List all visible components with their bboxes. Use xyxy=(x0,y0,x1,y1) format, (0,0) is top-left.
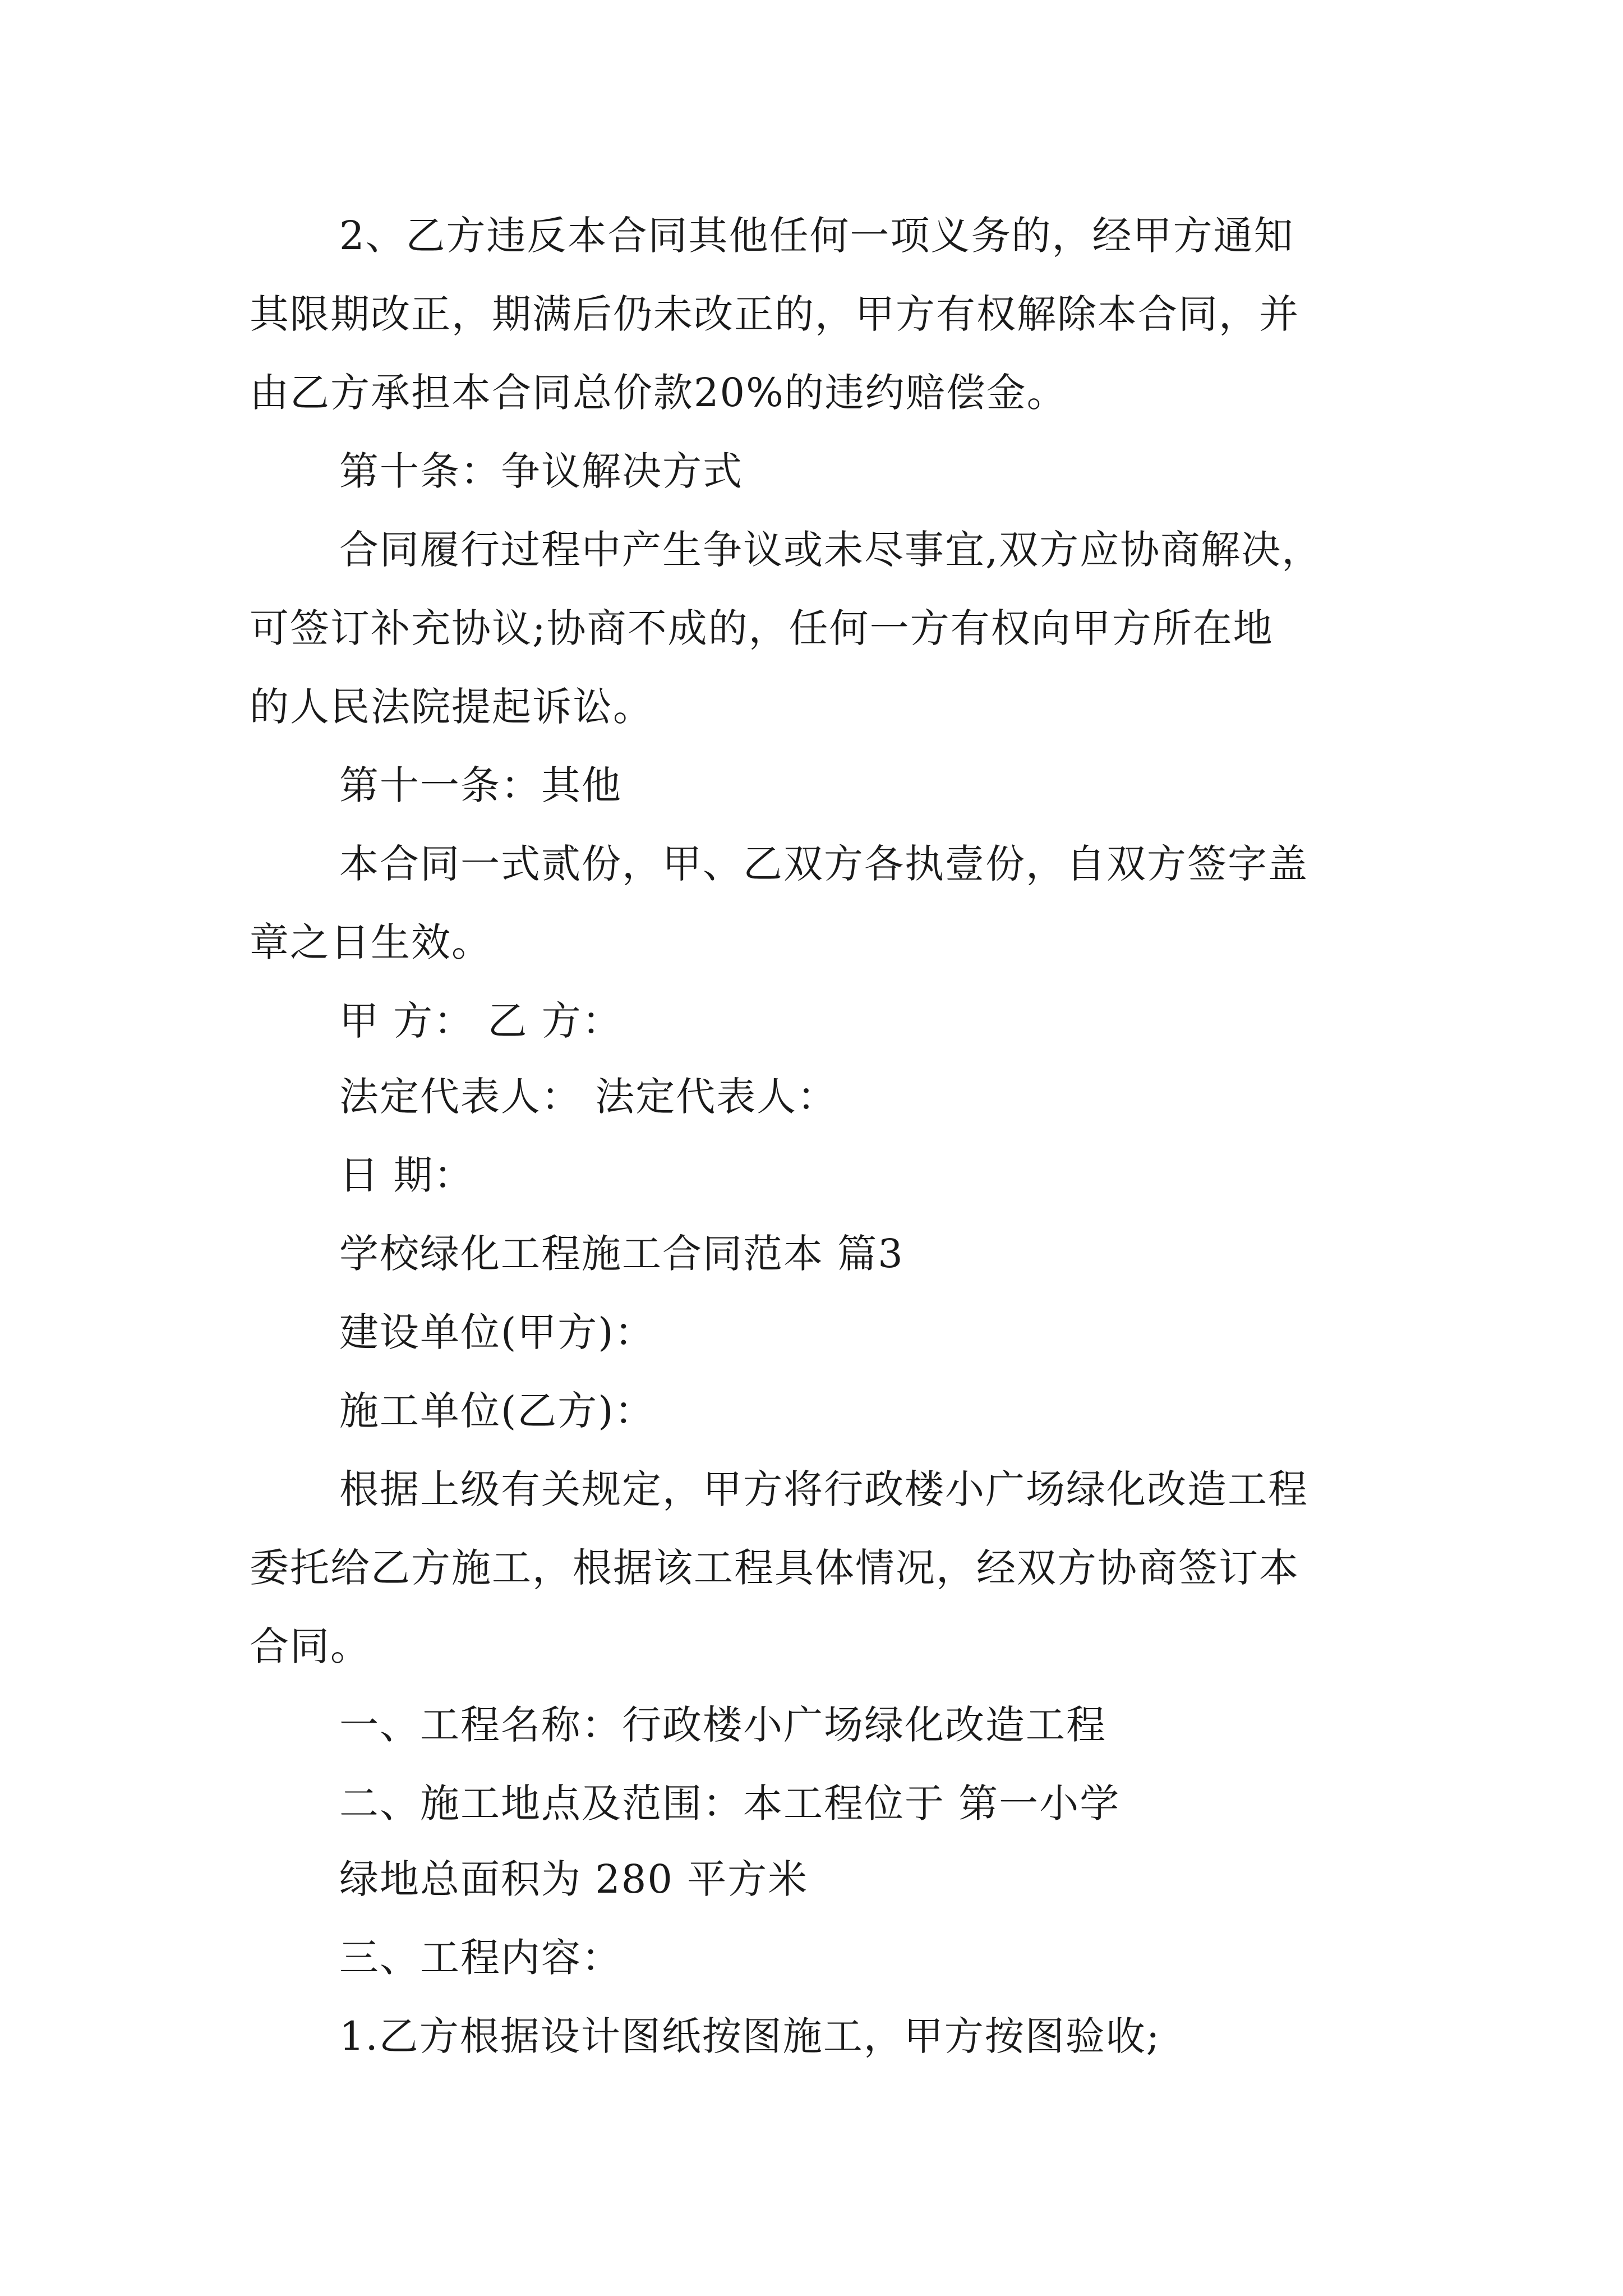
party-b-line: 施工单位(乙方)： xyxy=(339,1388,655,1434)
paragraph-line: 根据上级有关规定，甲方将行政楼小广场绿化改造工程 xyxy=(339,1466,1308,1512)
paragraph-line: 合同履行过程中产生争议或未尽事宜,双方应协商解决， xyxy=(339,527,1322,573)
section-heading: 第十一条：其他 xyxy=(339,762,622,808)
item-content-1: 1.乙方根据设计图纸按图施工，甲方按图验收; xyxy=(339,2013,1161,2059)
section-heading: 第十条：争议解决方式 xyxy=(339,448,743,494)
signature-representatives: 法定代表人： 法定代表人： xyxy=(339,1074,838,1120)
item-area: 绿地总面积为 280 平方米 xyxy=(339,1856,809,1902)
item-project-name: 一、工程名称：行政楼小广场绿化改造工程 xyxy=(339,1702,1106,1748)
paragraph-line: 其限期改正，期满后仍未改正的，甲方有权解除本合同，并 xyxy=(250,291,1299,337)
paragraph-line: 本合同一式贰份，甲、乙双方各执壹份，自双方签字盖 xyxy=(339,841,1308,887)
paragraph-line: 的人民法院提起诉讼。 xyxy=(250,684,653,730)
paragraph-line: 2、乙方违反本合同其他任何一项义务的，经甲方通知 xyxy=(339,213,1294,259)
item-location: 二、施工地点及范围：本工程位于 第一小学 xyxy=(339,1780,1121,1826)
paragraph-line: 章之日生效。 xyxy=(250,919,492,965)
paragraph-line: 由乙方承担本合同总价款20%的违约赔偿金。 xyxy=(250,370,1067,416)
signature-date: 日 期： xyxy=(339,1152,474,1198)
paragraph-line: 委托给乙方施工，根据该工程具体情况，经双方协商签订本 xyxy=(250,1545,1299,1591)
item-content-heading: 三、工程内容： xyxy=(339,1935,622,1981)
paragraph-line: 可签订补充协议;协商不成的，任何一方有权向甲方所在地 xyxy=(250,605,1274,651)
paragraph-line: 合同。 xyxy=(250,1623,371,1669)
party-a-line: 建设单位(甲方)： xyxy=(339,1309,655,1355)
document-title: 学校绿化工程施工合同范本 篇3 xyxy=(339,1231,904,1277)
signature-parties: 甲 方： 乙 方： xyxy=(339,998,623,1044)
